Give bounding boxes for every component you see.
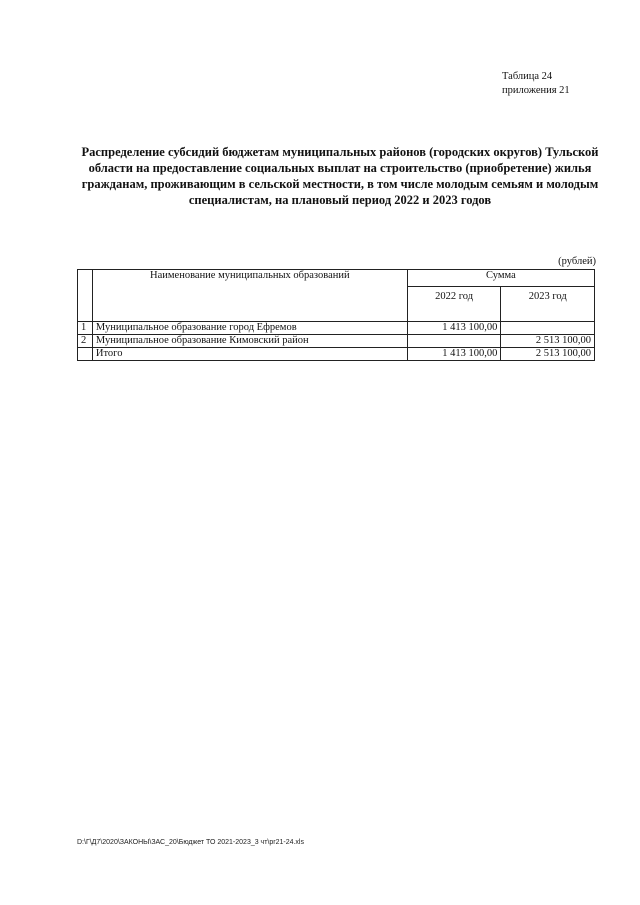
table-reference <box>502 70 622 98</box>
year-2022-header: 2022 год <box>407 287 501 322</box>
total-2023: 2 513 100,00 <box>501 348 595 361</box>
table-row <box>78 322 595 335</box>
subsidy-table <box>77 269 595 361</box>
total-row <box>78 348 595 361</box>
units-label: (рублей) <box>558 256 596 267</box>
amount-2022: 1 413 100,00 <box>407 322 501 335</box>
name-column-header: Наименование муниципальных образований <box>92 270 407 322</box>
row-number: 2 <box>78 335 93 348</box>
file-path-footer: D:\Г\Д7\2020\ЗАКОНЫ\ЗАС_20\Бюджет ТО 2021-2023_3 чт\pr21-24.xls <box>77 839 304 846</box>
municipality-name: Муниципальное образование Кимовский район <box>92 335 407 348</box>
row-number: 1 <box>78 322 93 335</box>
document-title: Распределение субсидий бюджетам муниципальных районов (городских округов) Тульской области на предоставление социальных выплат на строительство (приобретение) жилья гражданам, проживающим в сельской местности, в том числе молодым семьям и молодым специалистам, на плановый период 2022 и 2023 годов <box>81 145 599 207</box>
amount-2023 <box>501 322 595 335</box>
municipality-name: Муниципальное образование город Ефремов <box>92 322 407 335</box>
table-row <box>78 335 595 348</box>
total-2022: 1 413 100,00 <box>407 348 501 361</box>
table-header-row <box>78 270 595 287</box>
amount-2023: 2 513 100,00 <box>501 335 595 348</box>
year-2023-header: 2023 год <box>501 287 595 322</box>
total-label: Итого <box>92 348 407 361</box>
sum-column-header: Сумма <box>407 270 594 287</box>
number-column-header <box>78 270 93 322</box>
row-number <box>78 348 93 361</box>
amount-2022 <box>407 335 501 348</box>
appendix-label: приложения 21 <box>502 85 570 96</box>
table-label: Таблица 24 <box>502 71 553 82</box>
